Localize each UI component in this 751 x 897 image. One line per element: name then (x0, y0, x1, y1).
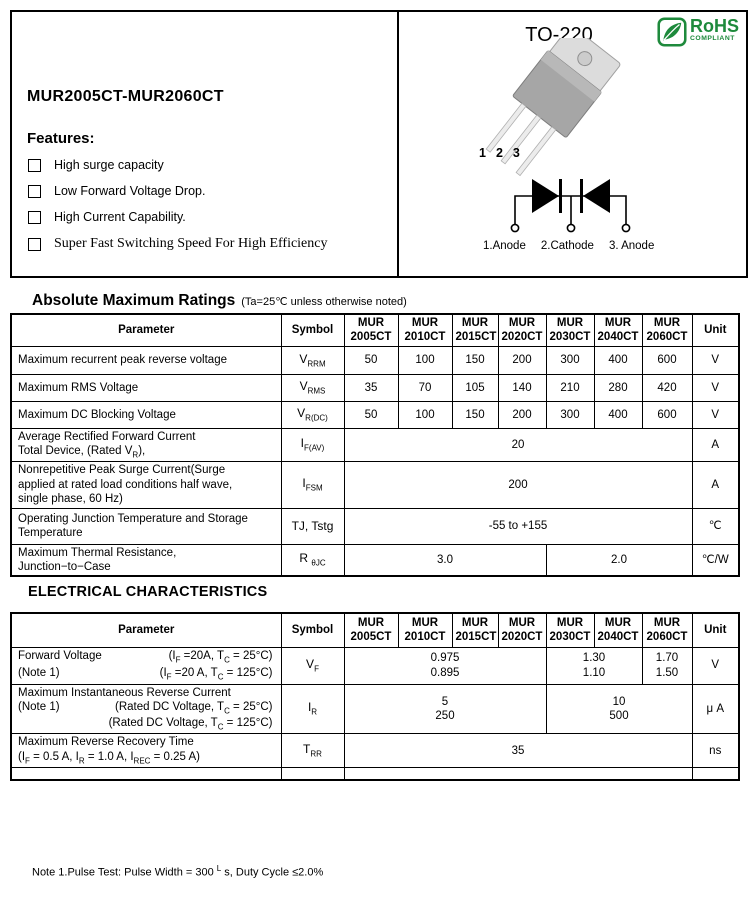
table-cell: 2.0 (546, 544, 692, 576)
table-cell: $V_{RRM}$ (281, 346, 344, 374)
package-name: TO-220 (525, 24, 593, 46)
table-row (11, 401, 739, 428)
column-header: MUR 2015CT (452, 613, 498, 647)
table-cell: V (692, 401, 739, 428)
table-row (11, 647, 739, 684)
column-header: Parameter (11, 613, 281, 647)
table-cell: 400 (594, 401, 642, 428)
table-cell: 70 (398, 374, 452, 401)
column-header: Symbol (281, 314, 344, 346)
table-cell: 3.0 (344, 544, 546, 576)
column-header: MUR 2010CT (398, 613, 452, 647)
table-cell: $V_{R(DC)}$ (281, 401, 344, 428)
abs-max-table-wrap (10, 313, 740, 577)
table-row (11, 768, 739, 780)
table-row (11, 734, 739, 768)
table-cell: Maximum recurrent peak reverse voltage (11, 346, 281, 374)
checkbox-icon (28, 238, 41, 251)
table-cell: 140 (498, 374, 546, 401)
feature-item (28, 236, 328, 252)
table-cell: $T_{RR}$ (281, 734, 344, 768)
table-cell: 20 (344, 428, 692, 462)
column-header: MUR 2030CT (546, 314, 594, 346)
electrical-characteristics-table-wrap (10, 612, 740, 781)
rohs-title: RoHS (690, 16, 739, 36)
table-cell (692, 768, 739, 780)
pin-numbers (479, 146, 520, 160)
footnote: Note 1.Pulse Test: Pulse Width = 300 $^L$ s, Duty Cycle ≤2.0% (32, 864, 324, 879)
electrical-characteristics-title: ELECTRICAL CHARACTERISTICS (28, 584, 268, 600)
table-cell: 100 (398, 346, 452, 374)
column-header: Unit (692, 314, 739, 346)
column-header: MUR 2030CT (546, 613, 594, 647)
table-cell: 35 (344, 374, 398, 401)
abs-max-title: Absolute Maximum Ratings (32, 292, 236, 309)
absolute-maximum-ratings-table (10, 313, 740, 577)
rohs-text (690, 17, 739, 43)
abs-max-title-row (32, 292, 407, 310)
table-cell: 1.30 1.10 (546, 647, 642, 684)
pin-number: 3 (512, 146, 520, 160)
column-header: MUR 2040CT (594, 613, 642, 647)
pin-legend-item: 1.Anode (483, 240, 526, 252)
table-cell: $I_R$ (281, 684, 344, 734)
table-cell: 210 (546, 374, 594, 401)
table-cell: ℃/W (692, 544, 739, 576)
table-cell: 10 500 (546, 684, 692, 734)
table-cell: 105 (452, 374, 498, 401)
table-cell: 400 (594, 346, 642, 374)
table-cell: ℃ (692, 508, 739, 544)
table-row (11, 374, 739, 401)
column-header: MUR 2020CT (498, 613, 546, 647)
table-cell: A (692, 428, 739, 462)
table-cell: Operating Junction Temperature and Storage Temperature (11, 508, 281, 544)
table-cell: -55 to +155 (344, 508, 692, 544)
column-header: Unit (692, 613, 739, 647)
table-row (11, 544, 739, 576)
table-cell: Maximum DC Blocking Voltage (11, 401, 281, 428)
header-left-pane (12, 12, 399, 276)
feature-text: Super Fast Switching Speed For High Efficiency (54, 236, 328, 251)
table-cell: 420 (642, 374, 692, 401)
feature-text: High surge capacity (54, 158, 164, 172)
table-cell: 300 (546, 401, 594, 428)
features-list (28, 158, 328, 252)
part-number-title: MUR2005CT-MUR2060CT (27, 88, 224, 105)
table-row (11, 462, 739, 508)
pin-legend-item: 2.Cathode (540, 240, 594, 252)
pin-legend-item: 3. Anode (608, 240, 655, 252)
table-cell: $V_{RMS}$ (281, 374, 344, 401)
table-cell: 0.975 0.895 (344, 647, 546, 684)
table-cell: μ A (692, 684, 739, 734)
pin-number: 2 (495, 146, 503, 160)
table-cell: 35 (344, 734, 692, 768)
table-cell: 200 (498, 401, 546, 428)
feature-text: Low Forward Voltage Drop. (54, 184, 206, 198)
table-cell: Maximum Instantaneous Reverse Current (Note 1) (Rated DC Voltage, $T_C = 25^\circ C$) (Rated DC Voltage, $T_C = 125^\circ C$) (11, 684, 281, 734)
pin-legend (483, 240, 654, 252)
table-cell: $I_{FSM}$ (281, 462, 344, 508)
column-header: MUR 2040CT (594, 314, 642, 346)
table-cell: 200 (344, 462, 692, 508)
column-header: MUR 2020CT (498, 314, 546, 346)
table-row (11, 684, 739, 734)
table-cell: 100 (398, 401, 452, 428)
table-cell: R $_{\theta JC}$ (281, 544, 344, 576)
table-cell: Nonrepetitive Peak Surge Current(Surge applied at rated load conditions half wave, single phase, 60 Hz) (11, 462, 281, 508)
table-cell: 50 (344, 346, 398, 374)
rohs-subtitle: COMPLIANT (690, 35, 735, 42)
table-cell: Maximum RMS Voltage (11, 374, 281, 401)
diode-schematic (432, 166, 712, 249)
header-row (11, 314, 739, 346)
column-header: MUR 2060CT (642, 613, 692, 647)
abs-max-subtitle: (Ta=25℃ unless otherwise noted) (241, 296, 407, 308)
table-cell (11, 768, 281, 780)
column-header: Parameter (11, 314, 281, 346)
table-cell: V (692, 346, 739, 374)
table-cell (344, 768, 692, 780)
table-row (11, 346, 739, 374)
table-cell: TJ, Tstg (281, 508, 344, 544)
table-cell (281, 768, 344, 780)
table-cell: 50 (344, 401, 398, 428)
table-cell: ns (692, 734, 739, 768)
column-header: MUR 2005CT (344, 613, 398, 647)
checkbox-icon (28, 185, 41, 198)
column-header: MUR 2060CT (642, 314, 692, 346)
table-cell: 600 (642, 346, 692, 374)
feature-text: High Current Capability. (54, 210, 186, 224)
feature-item (28, 158, 328, 172)
table-cell: V (692, 374, 739, 401)
table-cell: $I_{F(AV)}$ (281, 428, 344, 462)
header-right-pane (399, 12, 746, 276)
table-cell: V (692, 647, 739, 684)
table-cell: 300 (546, 346, 594, 374)
table-cell: 1.70 1.50 (642, 647, 692, 684)
column-header: MUR 2015CT (452, 314, 498, 346)
table-cell: $V_F$ (281, 647, 344, 684)
column-header: Symbol (281, 613, 344, 647)
table-cell: 200 (498, 346, 546, 374)
table-cell: 150 (452, 346, 498, 374)
checkbox-icon (28, 159, 41, 172)
column-header: MUR 2010CT (398, 314, 452, 346)
table-cell: Maximum Thermal Resistance, Junction−to−Case (11, 544, 281, 576)
table-cell: 600 (642, 401, 692, 428)
table-cell: 5 250 (344, 684, 546, 734)
table-cell: Average Rectified Forward Current Total Device, (Rated $V_R$), (11, 428, 281, 462)
feature-item (28, 184, 328, 198)
column-header: MUR 2005CT (344, 314, 398, 346)
table-cell: A (692, 462, 739, 508)
header-row (11, 613, 739, 647)
table-cell: Maximum Reverse Recovery Time ($I_F = 0.5$ A, $I_R = 1.0$ A, $I_{REC} = 0.25$ A) (11, 734, 281, 768)
table-cell: Forward Voltage ($I_F =20A$, $T_C = 25^\circ C$) (Note 1) ($I_F =20$ A, $T_C = 125^\circ C$) (11, 647, 281, 684)
table-row (11, 428, 739, 462)
feature-item (28, 210, 328, 224)
features-heading: Features: (27, 130, 95, 147)
table-cell: 280 (594, 374, 642, 401)
header-box (10, 10, 748, 278)
table-row (11, 508, 739, 544)
checkbox-icon (28, 211, 41, 224)
electrical-characteristics-table (10, 612, 740, 781)
table-cell: 150 (452, 401, 498, 428)
pin-number: 1 (479, 146, 486, 160)
package-image (439, 38, 674, 183)
